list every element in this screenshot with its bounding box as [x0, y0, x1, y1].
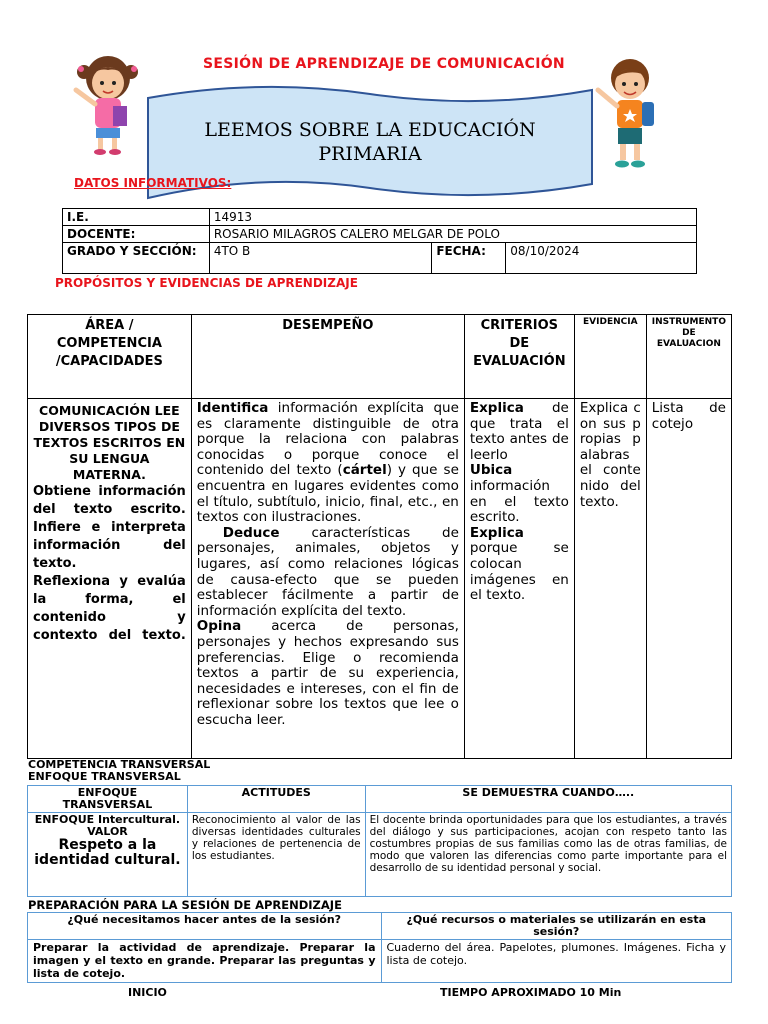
propositos-label: PROPÓSITOS Y EVIDENCIAS DE APRENDIZAJE [55, 276, 358, 290]
valor-text: Respeto a la identidad cultural. [34, 837, 181, 868]
answer-materials: Cuaderno del área. Papelotes, plumones. Imágenes. Ficha y lista de cotejo. [381, 940, 732, 983]
preparacion-title: PREPARACIÓN PARA LA SESIÓN DE APRENDIZAJE [28, 898, 342, 912]
answer-before-session: Preparar la actividad de aprendizaje. Preparar la imagen y el texto en grande. Preparar las preguntas y lista de cotejo. [28, 940, 382, 983]
desempeno-identifica: Identifica información explícita que es claramente distinguible de otra porque la relaciona con palabras conocidas o porque conoce el contenido del texto (cártel) y que se encuentra en lugares evidentes como el título, subtítulo, inicio, final, etc., en textos con ilustraciones. [196, 400, 459, 526]
valor-label: VALOR [87, 825, 128, 838]
preparacion-table [27, 912, 732, 983]
tiempo-label: TIEMPO APROXIMADO 10 Min [440, 986, 622, 999]
enfoque-header: ENFOQUE TRANSVERSAL [28, 786, 188, 813]
capacidad-3: Reflexiona y evalúa la forma, el contenido y contexto del texto. [33, 574, 186, 643]
fecha-label: FECHA: [432, 243, 506, 274]
docente-label: DOCENTE: [63, 226, 210, 243]
competencia-text: COMUNICACIÓN LEE DIVERSOS TIPOS DE TEXTOS ESCRITOS EN SU LENGUA MATERNA. [33, 403, 186, 482]
desempeno-cell [191, 399, 464, 759]
question-materials: ¿Qué recursos o materiales se utilizarán en esta sesión? [381, 913, 732, 940]
competencia-cell [28, 399, 192, 759]
learning-table [27, 314, 732, 759]
enfoque-intercultural: ENFOQUE Intercultural. [34, 813, 181, 826]
actitudes-text: Reconocimiento al valor de las diversas identidades culturales y relaciones de pertenencia de los estudiantes. [187, 813, 365, 897]
capacidad-1: Obtiene información del texto escrito. [33, 484, 186, 517]
docente-value: ROSARIO MILAGROS CALERO MELGAR DE POLO [209, 226, 696, 243]
header-criterios: CRITERIOS DE EVALUACIÓN [464, 315, 574, 399]
criterios-cell [464, 399, 574, 759]
ie-label: I.E. [63, 209, 210, 226]
enfoque-cell [28, 813, 188, 897]
desempeno-deduce: Deduce características de personajes, animales, objetos y lugares, así como relaciones lógicas de causa-efecto que se pueden establecer fácilmente a partir de información explícita del texto. [196, 524, 459, 619]
criterio-3: Explica porque se colocan imágenes en el texto. [469, 524, 569, 604]
question-before-session: ¿Qué necesitamos hacer antes de la sesión? [28, 913, 382, 940]
info-table [62, 208, 697, 274]
fecha-value: 08/10/2024 [506, 243, 697, 274]
instrumento-text: Lista de cotejo [646, 399, 731, 759]
capacidad-2: Infiere e interpreta información del texto. [33, 520, 186, 571]
header-evidencia: EVIDENCIA [574, 315, 646, 399]
demuestra-header: SE DEMUESTRA CUANDO….. [365, 786, 731, 813]
evidencia-text: Explica con sus propias palabras el contenido del texto. [574, 399, 646, 759]
datos-informativos-label: DATOS INFORMATIVOS: [74, 176, 232, 190]
demuestra-text: El docente brinda oportunidades para que los estudiantes, a través del diálogo y sus participaciones, acojan con respeto tanto las costumbres propias de sus familias como las de otras familias, de modo que valoren las diferencias como parte importante para el desarrollo de su identidad personal y social. [365, 813, 731, 897]
inicio-label: INICIO [128, 986, 167, 999]
boy-illustration [592, 54, 664, 172]
ie-value: 14913 [209, 209, 696, 226]
grado-value: 4TO B [209, 243, 432, 274]
header-area: ÁREA / COMPETENCIA /CAPACIDADES [28, 315, 192, 399]
desempeno-opina: Opina acerca de personas, personajes y hechos expresando sus preferencias. Elige o recomienda textos a partir de su experiencia, necesidades e intereses, con el fin de reflexionar sobre los textos que lee o escucha leer. [196, 618, 459, 728]
actitudes-header: ACTITUDES [187, 786, 365, 813]
enfoque-transversal-label: ENFOQUE TRANSVERSAL [28, 770, 181, 783]
enfoque-table [27, 785, 732, 897]
lesson-title: LEEMOS SOBRE LA EDUCACIÓN PRIMARIA [204, 119, 536, 165]
girl-illustration [68, 52, 146, 156]
criterio-2: Ubica información en el texto escrito. [469, 462, 569, 526]
session-title: SESIÓN DE APRENDIZAJE DE COMUNICACIÓN [203, 56, 565, 72]
header-desempeno: DESEMPEÑO [191, 315, 464, 399]
competencia-transversal-label: COMPETENCIA TRANSVERSAL [28, 758, 211, 771]
grado-label: GRADO Y SECCIÓN: [63, 243, 210, 274]
header-instrumento: INSTRUMENTO DE EVALUACION [646, 315, 731, 399]
criterio-1: Explica de que trata el texto antes de leerlo [469, 400, 569, 463]
